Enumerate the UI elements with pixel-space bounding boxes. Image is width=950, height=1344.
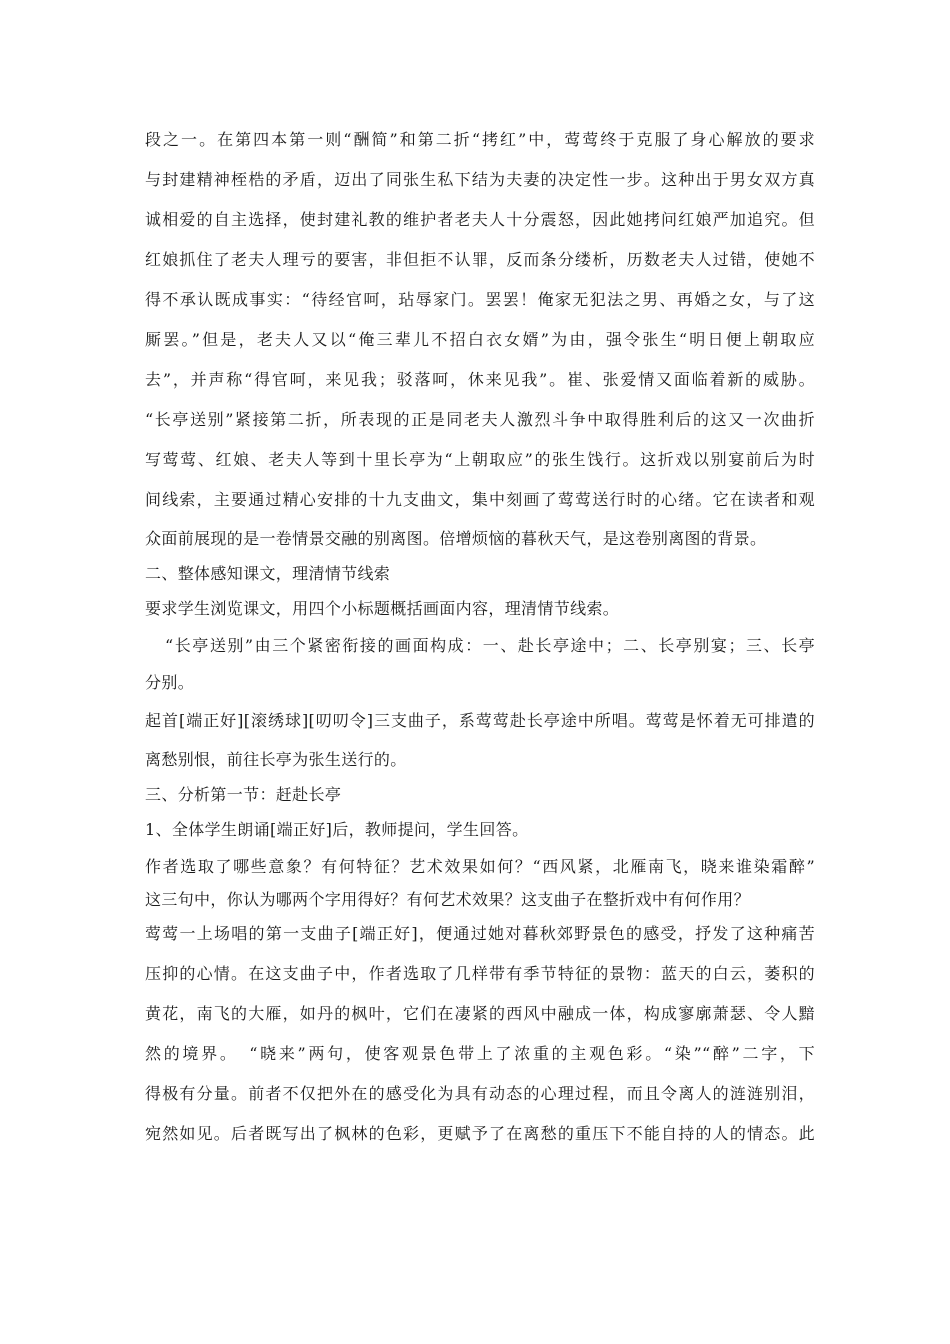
text-line: 起首[端正好][滚绣球][叨叨令]三支曲子，系莺莺赴长亭途中所唱。莺莺是怀着无可排遣的: [145, 711, 815, 730]
text-line: 作者选取了哪些意象？有何特征？艺术效果如何？“西风紧，北雁南飞，晓来谁染霜醉”: [145, 857, 815, 876]
text-line: “长亭送别”由三个紧密衔接的画面构成：一、赴长亭途中；二、长亭别宴；三、长亭: [165, 636, 815, 655]
text-line: 去”，并声称“得官呵，来见我；驳落呵，休来见我”。崔、张爱情又面临着新的威胁。: [145, 370, 815, 389]
text-line: 分别。: [145, 673, 195, 692]
text-line: 得不承认既成事实：“待经官呵，玷辱家门。罢罢！俺家无犯法之男、再婚之女，与了这: [145, 290, 815, 309]
section-heading: 二、整体感知课文，理清情节线索: [145, 564, 391, 583]
text-line: 段之一。在第四本第一则“酬简”和第二折“拷红”中，莺莺终于克服了身心解放的要求: [145, 130, 815, 149]
section-heading: 三、分析第一节：赶赴长亭: [145, 785, 342, 804]
text-line: 莺莺一上场唱的第一支曲子[端正好]，便通过她对暮秋郊野景色的感受，抒发了这种痛苦: [145, 924, 815, 943]
text-line: “长亭送别”紧接第二折，所表现的正是同老夫人激烈斗争中取得胜利后的这又一次曲折: [145, 410, 815, 429]
text-line: 压抑的心情。在这支曲子中，作者选取了几样带有季节特征的景物：蓝天的白云，萎积的: [145, 964, 815, 983]
text-line: 诚相爱的自主选择，使封建礼教的维护者老夫人十分震怒，因此她拷问红娘严加追究。但: [145, 210, 815, 229]
text-line: 与封建精神桎梏的矛盾，迈出了同张生私下结为夫妻的决定性一步。这种出于男女双方真: [145, 170, 815, 189]
text-line: 然的境界。 “晓来”两句，使客观景色带上了浓重的主观色彩。“染”“醉”二字，下: [145, 1044, 815, 1063]
text-line: 厮罢。”但是，老夫人又以“俺三辈儿不招白衣女婿”为由，强令张生“明日便上朝取应: [145, 330, 815, 349]
text-line: 离愁别恨，前往长亭为张生送行的。: [145, 750, 407, 769]
text-line: 宛然如见。后者既写出了枫林的色彩，更赋予了在离愁的重压下不能自持的人的情态。此: [145, 1124, 815, 1143]
text-line: 写莺莺、红娘、老夫人等到十里长亭为“上朝取应”的张生饯行。这折戏以别宴前后为时: [145, 450, 815, 469]
text-line: 1、全体学生朗诵[端正好]后，教师提问，学生回答。: [145, 820, 529, 839]
text-line: 间线索，主要通过精心安排的十九支曲文，集中刻画了莺莺送行时的心绪。它在读者和观: [145, 490, 815, 509]
text-line: 要求学生浏览课文，用四个小标题概括画面内容，理清情节线索。: [145, 599, 620, 618]
text-line: 黄花，南飞的大雁，如丹的枫叶，它们在凄紧的西风中融成一体，构成寥廓萧瑟、令人黯: [145, 1004, 815, 1023]
text-line: 众面前展现的是一卷情景交融的别离图。倍增烦恼的暮秋天气，是这卷别离图的背景。: [145, 529, 767, 548]
text-line: 得极有分量。前者不仅把外在的感受化为具有动态的心理过程，而且令离人的涟涟别泪，: [145, 1084, 815, 1103]
text-line: 这三句中，你认为哪两个字用得好？有何艺术效果？这支曲子在整折戏中有何作用？: [145, 890, 750, 909]
text-line: 红娘抓住了老夫人理亏的要害，非但拒不认罪，反而条分缕析，历数老夫人过错，使她不: [145, 250, 815, 269]
